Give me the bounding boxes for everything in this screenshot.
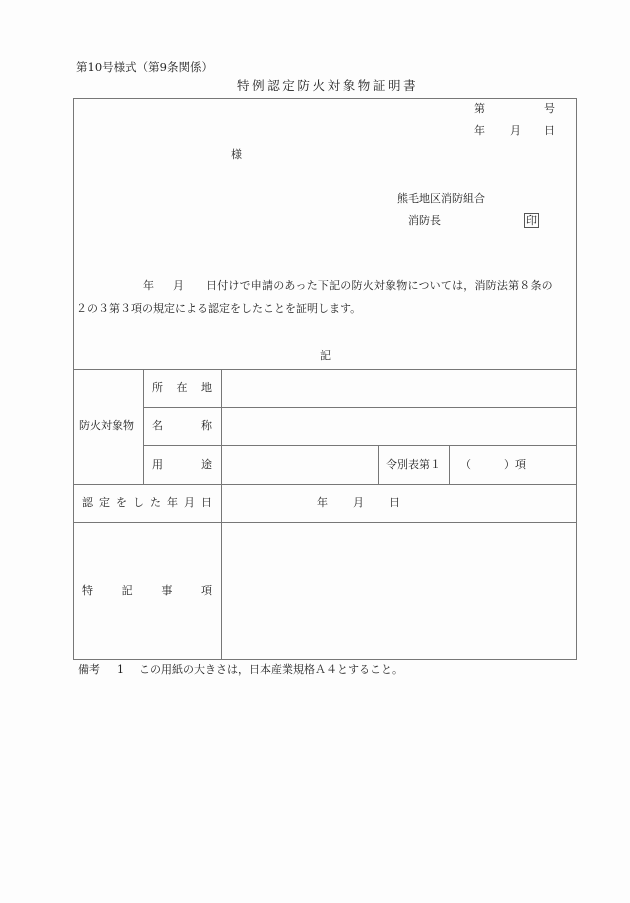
table-divider — [449, 445, 450, 484]
note-heading: 記 — [320, 349, 331, 362]
issue-date-day: 日 — [544, 124, 555, 137]
remarks-label: 特 記 事 項 — [82, 584, 212, 597]
body-text-line2: ２の３第３項の規定による認定をしたことを証明します。 — [76, 302, 362, 315]
application-year: 年 — [143, 279, 154, 292]
certification-month: 月 — [353, 496, 364, 509]
name-field[interactable] — [222, 408, 576, 444]
classification-value: （ ）項 — [460, 458, 526, 471]
certification-day: 日 — [389, 496, 400, 509]
usage-field[interactable] — [222, 446, 377, 483]
issue-date-month: 月 — [510, 124, 521, 137]
fire-object-group-label: 防火対象物 — [79, 419, 134, 432]
form-number-label: 第10号様式（第9条関係） — [76, 60, 213, 74]
table-divider — [73, 484, 577, 485]
location-label: 所 在 地 — [152, 381, 212, 394]
classification-label: 令別表第１ — [386, 458, 441, 471]
document-title: 特例認定防火対象物証明書 — [237, 78, 419, 93]
issuer-title: 消防長 — [408, 214, 441, 227]
footer-note-number: 1 — [117, 663, 124, 676]
addressee-suffix: 様 — [231, 148, 242, 161]
location-field[interactable] — [222, 370, 576, 406]
number-suffix: 号 — [544, 102, 555, 115]
number-prefix: 第 — [474, 102, 485, 115]
footer-note-text: この用紙の大きさは，日本産業規格Ａ４とすること。 — [139, 663, 403, 676]
body-text-line1: 日付けで申請のあった下記の防火対象物については，消防法第８条の — [206, 279, 553, 292]
application-month: 月 — [173, 279, 184, 292]
issuer-organization: 熊毛地区消防組合 — [397, 192, 485, 205]
certification-year: 年 — [317, 496, 328, 509]
certification-date-label: 認 定 を し た 年 月 日 — [82, 496, 212, 509]
seal-mark: 印 — [526, 214, 537, 227]
footer-note-label: 備考 — [78, 663, 100, 676]
remarks-field[interactable] — [222, 523, 576, 659]
table-divider — [378, 445, 379, 484]
usage-label: 用 途 — [152, 458, 212, 471]
table-divider — [143, 369, 144, 484]
issue-date-year: 年 — [474, 124, 485, 137]
name-label: 名 称 — [152, 419, 212, 432]
